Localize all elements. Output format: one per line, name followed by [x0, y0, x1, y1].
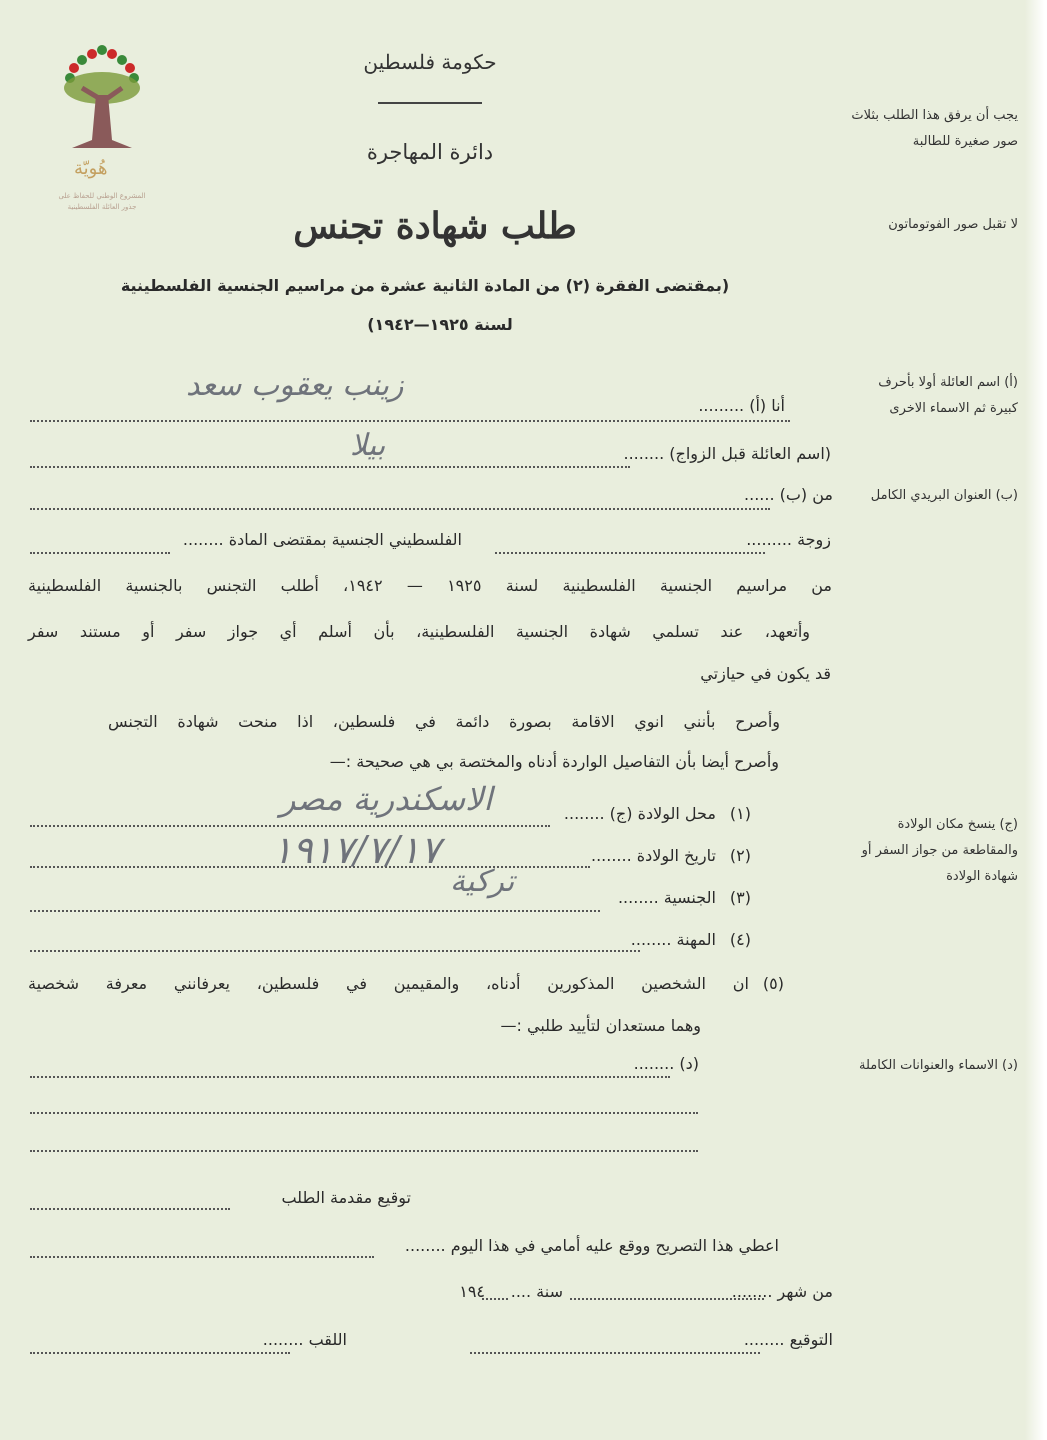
field-officer-signature[interactable] [470, 1352, 760, 1354]
side-note-b: (ب) العنوان البريدي الكامل [870, 488, 1018, 503]
field-day[interactable] [30, 1256, 374, 1258]
field-birthplace[interactable] [30, 825, 550, 827]
field-d-3[interactable] [30, 1150, 698, 1152]
department-title: دائرة المهاجرة [366, 140, 494, 164]
declaration-line-4: وأصرح بأنني انوي الاقامة بصورة دائمة في فلسطين، اذا منحت شهادة التجنس [108, 712, 780, 731]
field-article[interactable] [30, 552, 170, 554]
form-title: طلب شهادة تجنس [293, 205, 577, 247]
legal-basis: (بمقتضى الفقرة (٢) من المادة الثانية عشرة من مراسيم الجنسية الفلسطينية [120, 276, 730, 295]
field-nationality[interactable] [30, 910, 600, 912]
tree-logo-icon [52, 40, 152, 160]
declaration-line-5: وأصرح أيضا بأن التفاصيل الواردة أدناه والمختصة بي هي صحيحة :— [329, 752, 779, 771]
label-d: (د) ........ [633, 1054, 699, 1073]
field-i-am[interactable] [30, 420, 790, 422]
declaration-given-label: اعطي هذا التصريح ووقع عليه أمامي في هذا اليوم ........ [404, 1236, 779, 1255]
field-title[interactable] [30, 1352, 290, 1354]
side-note-a: (أ) اسم العائلة أولا بأحرف كبيرة ثم الاسماء الاخرى [878, 375, 1018, 416]
officer-signature-label: التوقيع ........ [743, 1330, 833, 1349]
item-references-line-1: (٥)ان الشخصين المذكورين أدناه، والمقيمين في فلسطين، يعرفانني معرفة شخصية [28, 974, 784, 993]
declaration-line-3: قد يكون في حيازتي [700, 664, 831, 683]
logo-wordmark: هُويّة [74, 158, 108, 179]
handwritten-maiden-name: بيلا [350, 428, 386, 463]
logo-caption-2: جذور العائلة الفلسطينية [67, 203, 137, 211]
side-note-c: (ج) ينسخ مكان الولادة والمقاطعة من جواز السفر أو شهادة الولادة [861, 817, 1018, 884]
month-label: من شهر ........ [731, 1282, 833, 1301]
item-references-line-2: وهما مستعدان لتأييد طلبي :— [500, 1016, 701, 1035]
field-from[interactable] [30, 508, 770, 510]
legal-basis-year: لسنة ١٩٢٥—١٩٤٢) [367, 315, 513, 334]
declaration-line-1: من مراسيم الجنسية الفلسطينية لسنة ١٩٢٥ — ١٩٤٢، أطلب التجنس بالجنسية الفلسطينية [28, 576, 833, 595]
government-title: حكومة فلسطين [363, 50, 497, 74]
label-i-am: أنا (أ) ......... [698, 396, 785, 415]
declaration-line-2: وأتعهد، عند تسلمي شهادة الجنسية الفلسطينية، بأن أسلم أي جواز سفر أو مستند سفر [28, 622, 810, 641]
field-d-2[interactable] [30, 1112, 698, 1114]
handwritten-birthdate: ١٩١٧/٧/١٧ [272, 828, 441, 872]
title-label: اللقب ........ [262, 1330, 347, 1349]
label-maiden-name: (اسم العائلة قبل الزواج) ........ [623, 444, 831, 463]
logo [52, 40, 152, 220]
side-note-d: (د) الاسماء والعنوانات الكاملة [859, 1058, 1018, 1073]
applicant-signature-label: توقيع مقدمة الطلب [281, 1188, 411, 1207]
handwritten-nationality: تركية [450, 864, 515, 899]
item-nationality-label: (٣)الجنسية ........ [617, 888, 751, 907]
field-wife-1[interactable] [495, 552, 765, 554]
field-maiden-name[interactable] [30, 466, 630, 468]
side-note-no-photomaton: لا تقبل صور الفوتوماتون [888, 217, 1018, 232]
field-d-1[interactable] [30, 1076, 670, 1078]
label-wife: زوجة ......... [746, 530, 831, 549]
field-year-suffix[interactable] [482, 1298, 508, 1300]
logo-caption-1: المشروع الوطني للحفاظ على [58, 192, 146, 200]
label-from: من (ب) ...... [744, 485, 833, 504]
field-occupation[interactable] [30, 950, 640, 952]
item-birthdate-label: (٢)تاريخ الولادة ........ [590, 846, 751, 865]
label-palestinian-nationality: الفلسطيني الجنسية بمقتضى المادة ........ [182, 530, 462, 549]
handwritten-birthplace: الاسكندرية مصر [280, 780, 493, 818]
field-month[interactable] [570, 1298, 764, 1300]
year-label: سنة .... [510, 1282, 563, 1301]
handwritten-name: زينب يعقوب سعد [186, 368, 404, 403]
year-prefix: ١٩٤ [459, 1282, 485, 1301]
item-birthplace-label: (١)محل الولادة (ج) ........ [563, 804, 751, 823]
side-note-photos: يجب أن يرفق هذا الطلب بثلاث صور صغيرة للطالبة [851, 108, 1018, 149]
item-occupation-label: (٤)المهنة ........ [630, 930, 751, 949]
header-rule [378, 102, 482, 104]
field-applicant-signature[interactable] [30, 1208, 230, 1210]
